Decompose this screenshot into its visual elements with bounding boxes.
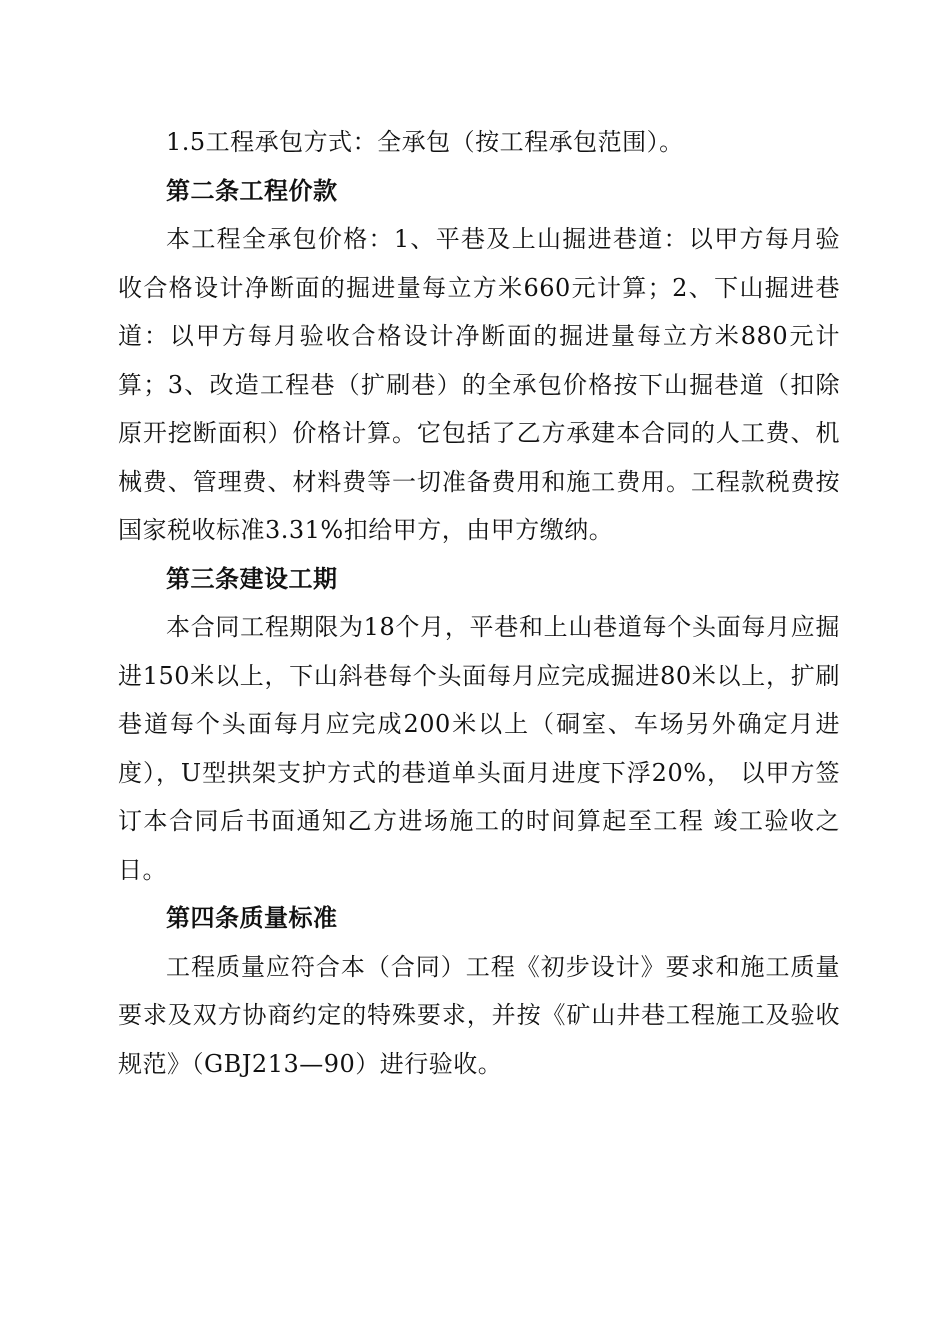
document-body	[118, 118, 840, 1088]
clause-1-5-text: 1.5工程承包方式：全承包（按工程承包范围）。	[166, 128, 684, 156]
section-3-body: 本合同工程期限为18个月，平巷和上山巷道每个头面每月应掘进150米以上，下山斜巷每个头面每月应完成掘进80米以上，扩刷巷道每个头面每月应完成200米以上（硐室、车场另外确定月进度），U型拱架支护方式的巷道单头面月进度下浮20%， 以甲方签订本合同后书面通知乙方进场施工的时间算起至工程 竣工验收之日。	[118, 613, 840, 884]
section-3-heading: 第三条建设工期	[166, 563, 338, 593]
section-2-heading: 第二条工程价款	[166, 175, 338, 205]
section-4-body: 工程质量应符合本（合同）工程《初步设计》要求和施工质量要求及双方协商约定的特殊要求，并按《矿山井巷工程施工及验收规范》（GBJ213—90）进行验收。	[118, 952, 840, 1078]
section-2-body: 本工程全承包价格：1、平巷及上山掘进巷道：以甲方每月验收合格设计净断面的掘进量每立方米660元计算；2、下山掘进巷道：以甲方每月验收合格设计净断面的掘进量每立方米880元计算；3、改造工程巷（扩刷巷）的全承包价格按下山掘巷道（扣除原开挖断面积）价格计算。它包括了乙方承建本合同的人工费、机械费、管理费、材料费等一切准备费用和施工费用。工程款税费按国家税收标准3.31%扣给甲方，由甲方缴纳。	[118, 225, 840, 544]
section-4-heading: 第四条质量标准	[166, 903, 338, 932]
